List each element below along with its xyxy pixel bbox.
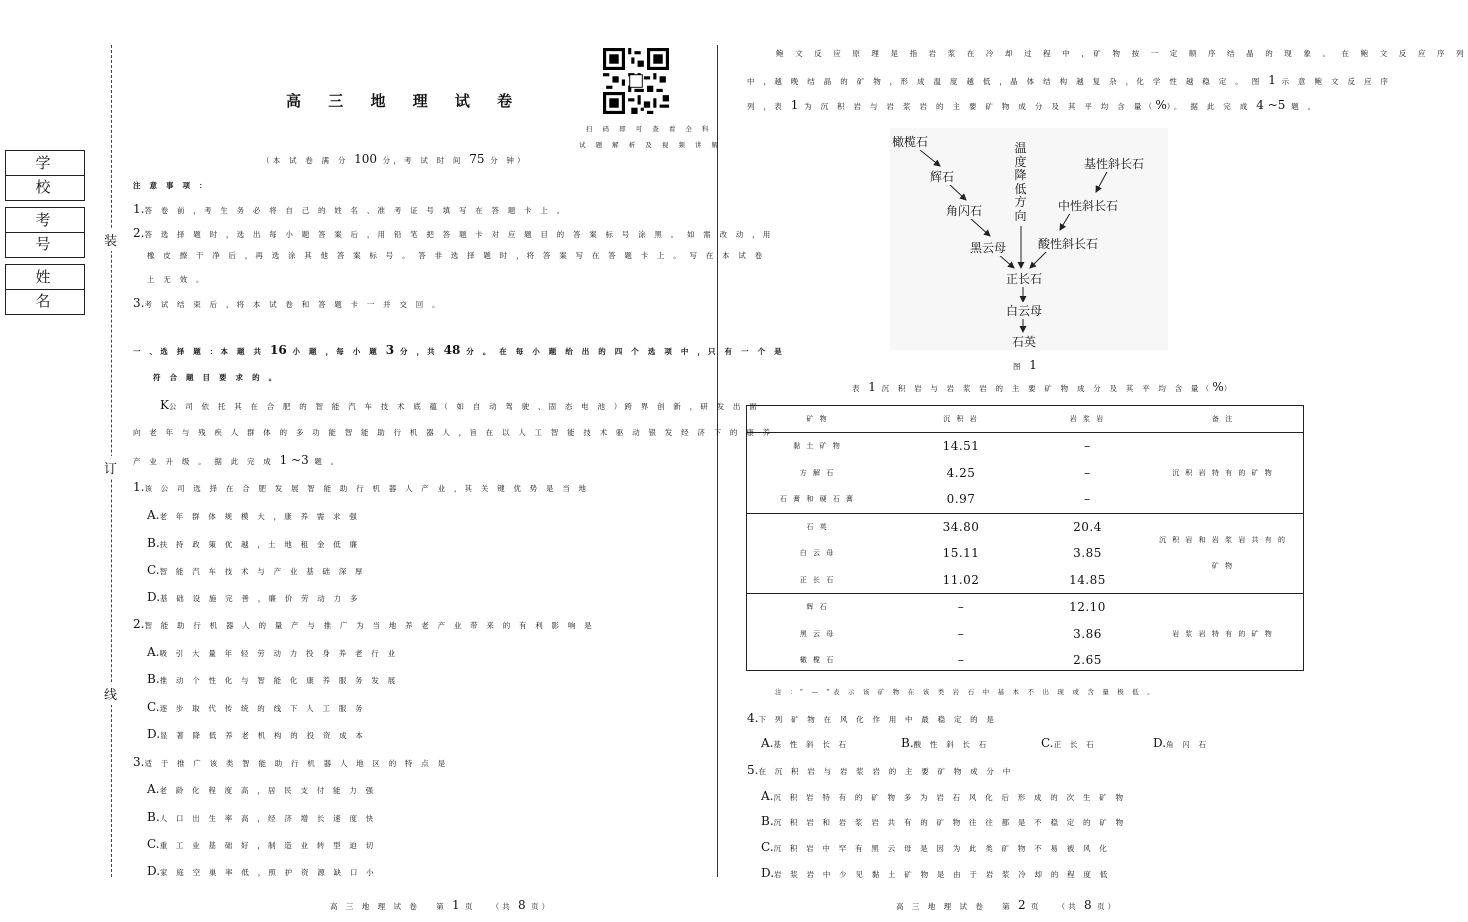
q2-option-b[interactable] bbox=[147, 672, 398, 686]
q2-option-c[interactable] bbox=[147, 700, 366, 714]
q3-option-c[interactable] bbox=[147, 837, 376, 851]
footer-right-total: 8 bbox=[1084, 898, 1092, 912]
node-pyroxene: 辉石 bbox=[930, 170, 955, 184]
question-4-text: 下 列 矿 物 在 风 化 作 用 中 最 稳 定 的 是 bbox=[758, 715, 998, 724]
cell-mineral: 黏 土 矿 物 bbox=[793, 442, 842, 451]
footer-right-title: 高 三 地 理 试 卷 bbox=[896, 902, 986, 911]
q5-option-c[interactable] bbox=[761, 840, 1110, 854]
passage-2-text-3c: ）。 据 此 完 成 bbox=[1166, 102, 1251, 111]
company-k: K bbox=[160, 398, 169, 412]
col-header-igneous: 岩 浆 岩 bbox=[1033, 405, 1142, 433]
question-3-stem bbox=[133, 755, 448, 769]
cell-igneous: – bbox=[1084, 492, 1091, 507]
cell-note: 沉 积 岩 和 岩 浆 岩 共 有 的 矿 物 bbox=[1142, 513, 1304, 594]
option-key: D. bbox=[1153, 736, 1167, 750]
q5-option-a[interactable] bbox=[761, 789, 1126, 803]
option-key: A. bbox=[147, 782, 160, 796]
footer-left-total-label: （共 bbox=[491, 902, 513, 911]
exam-number-label: 考 号 bbox=[6, 208, 84, 233]
passage-2-line-1: 鲍 文 反 应 原 理 是 指 岩 浆 在 冷 却 过 程 中 ，矿 物 按 一 定 顺 序 结 晶 的 现 象 。 在 鲍 文 反 应 序 列 bbox=[776, 49, 1468, 58]
figure-1-caption bbox=[1013, 358, 1037, 372]
footer-left-di: 第 bbox=[436, 902, 447, 911]
table-header-row bbox=[746, 405, 1304, 433]
question-2-num: 2. bbox=[133, 617, 145, 631]
passage-1-text-3-end: 题 。 bbox=[314, 457, 342, 466]
section-heading-a: 一 、选 择 题 ：本 题 共 bbox=[133, 347, 265, 356]
note-2-text-a: 答 选 择 题 时 ，选 出 每 小 题 答 案 后 ，用 铅 笔 把 答 题 卡 对 应 题 目 的 答 案 标 号 涂 黑 。 如 需 改 动 ，用 bbox=[144, 230, 774, 239]
notes-heading: 注 意 事 项 ： bbox=[133, 181, 210, 190]
option-text: 智 能 汽 车 技 术 与 产 业 基 础 深 厚 bbox=[159, 567, 366, 576]
footer-right-page: 2 bbox=[1017, 898, 1026, 912]
table-title-num: 1 bbox=[868, 380, 876, 394]
passage-2-table-no: 1 bbox=[790, 98, 799, 112]
exam-info-suffix: 分 钟） bbox=[490, 156, 528, 165]
node-acid-plagioclase: 酸性斜长石 bbox=[1038, 237, 1099, 251]
table-title-pct: % bbox=[1212, 380, 1224, 394]
option-key: D. bbox=[761, 866, 775, 880]
node-temperature-direction: 温度降低方向 bbox=[1014, 141, 1027, 223]
passage-2-line-2 bbox=[747, 73, 1391, 87]
cell-igneous: – bbox=[1084, 465, 1091, 480]
node-intermediate-plagioclase: 中性斜长石 bbox=[1058, 199, 1119, 213]
cell-sedimentary: – bbox=[957, 653, 965, 668]
cell-mineral: 石 膏 和 硬 石 膏 bbox=[779, 495, 856, 504]
note-3-text: 考 试 结 束 后 ，将 本 试 卷 和 答 题 卡 一 并 交 回 。 bbox=[144, 300, 443, 309]
cell-mineral: 辉 石 bbox=[746, 594, 889, 621]
option-key: C. bbox=[147, 837, 160, 851]
section-heading-b: 小 题 ，每 小 题 bbox=[292, 347, 380, 356]
option-text: 人 口 出 生 率 高 ，经 济 增 长 速 度 快 bbox=[159, 814, 377, 823]
option-text: 沉 积 岩 和 岩 浆 岩 共 有 的 矿 物 往 往 都 是 不 稳 定 的 矿 物 bbox=[773, 818, 1127, 827]
option-key: C. bbox=[147, 563, 160, 577]
cell-mineral: 石 英 bbox=[746, 513, 889, 540]
q1-option-b[interactable] bbox=[147, 536, 360, 550]
section-1-heading bbox=[133, 343, 785, 357]
passage-1-text-3: 产 业 升 级 。 据 此 完 成 bbox=[133, 457, 274, 466]
option-text: 沉 积 岩 特 有 的 矿 物 多 为 岩 石 风 化 后 形 成 的 次 生 矿 物 bbox=[773, 793, 1127, 802]
cell-mineral: 正 长 石 bbox=[799, 575, 836, 584]
option-key: B. bbox=[147, 672, 160, 686]
cell-mineral: 橄 榄 石 bbox=[799, 656, 836, 665]
footer-left bbox=[330, 898, 552, 912]
table-row bbox=[746, 594, 1304, 621]
points-total: 48 bbox=[443, 343, 461, 357]
cell-note: 沉 积 岩 特 有 的 矿 物 bbox=[1172, 468, 1274, 477]
option-key: B. bbox=[901, 736, 914, 750]
footer-right-end: 页） bbox=[1097, 902, 1119, 911]
table-title-close: ） bbox=[1223, 384, 1235, 393]
question-3-num: 3. bbox=[133, 755, 145, 769]
footer-left-page: 1 bbox=[451, 898, 460, 912]
mineral-composition-table bbox=[746, 405, 1304, 674]
school-label: 学 校 bbox=[6, 151, 84, 176]
section-heading-c: 分 ，共 bbox=[399, 347, 438, 356]
footer-left-title: 高 三 地 理 试 卷 bbox=[330, 902, 420, 911]
option-text: 正 长 石 bbox=[1053, 740, 1097, 749]
question-5-stem bbox=[747, 763, 1013, 777]
footer-right-ye: 页 bbox=[1031, 902, 1042, 911]
q3-option-b[interactable] bbox=[147, 810, 376, 824]
footer-left-ye: 页 bbox=[465, 902, 476, 911]
option-key: D. bbox=[147, 864, 161, 878]
cell-note: 岩 浆 岩 特 有 的 矿 物 bbox=[1142, 594, 1304, 674]
note-2-line-c: 上 无 效 。 bbox=[147, 275, 207, 284]
cell-mineral: 黑 云 母 bbox=[799, 629, 836, 638]
cell-sedimentary: 15.11 bbox=[942, 546, 980, 561]
q4-option-d[interactable] bbox=[1153, 736, 1209, 750]
footer-right bbox=[896, 898, 1118, 912]
option-text: 角 闪 石 bbox=[1166, 740, 1210, 749]
option-key: D. bbox=[147, 727, 161, 741]
passage-2-range: 4 ~5 bbox=[1256, 98, 1286, 112]
option-key: A. bbox=[761, 736, 774, 750]
binding-char-ding: 订 bbox=[104, 456, 117, 479]
cell-sedimentary: 0.97 bbox=[946, 492, 976, 507]
note-2-num: 2. bbox=[133, 226, 145, 240]
passage-2-text-2a: 中 ，越 晚 结 晶 的 矿 物 ，形 成 温 度 越 低 ，晶 体 结 构 越 复 杂 ，化 学 性 越 稳 定 。 图 bbox=[747, 77, 1263, 86]
footer-left-end: 页） bbox=[531, 902, 553, 911]
passage-2-text-3b: 为 沉 积 岩 与 岩 浆 岩 的 主 要 矿 物 成 分 及 其 平 均 含 量（ bbox=[804, 102, 1156, 111]
option-text: 沉 积 岩 中 罕 有 黑 云 母 是 因 为 此 类 矿 物 不 易 被 风 化 bbox=[773, 844, 1110, 853]
table-1-title bbox=[852, 380, 1234, 394]
option-text: 基 础 设 施 完 善 ，廉 价 劳 动 力 多 bbox=[160, 594, 361, 603]
exam-number-field bbox=[5, 207, 85, 258]
passage-2-text-3d: 题 。 bbox=[1291, 102, 1319, 111]
col-header-mineral: 矿 物 bbox=[746, 405, 889, 433]
q4-option-b[interactable] bbox=[901, 736, 989, 750]
cell-igneous: 12.10 bbox=[1033, 594, 1142, 621]
exam-info-prefix: （本 试 卷 满 分 bbox=[262, 156, 349, 165]
table-title-label: 表 bbox=[852, 384, 863, 393]
cell-mineral: 方 解 石 bbox=[799, 468, 836, 477]
cell-sedimentary: 11.02 bbox=[942, 572, 980, 587]
cell-igneous: 3.85 bbox=[1073, 546, 1102, 561]
option-key: C. bbox=[761, 840, 774, 854]
col-header-note: 备 注 bbox=[1142, 405, 1304, 433]
option-text: 逐 步 取 代 传 统 的 线 下 人 工 服 务 bbox=[159, 704, 366, 713]
option-text: 吸 引 大 量 年 轻 劳 动 力 投 身 养 老 行 业 bbox=[159, 649, 399, 658]
cell-sedimentary: 4.25 bbox=[946, 465, 976, 480]
footer-right-total-label: （共 bbox=[1057, 902, 1079, 911]
q5-option-b[interactable] bbox=[761, 814, 1126, 828]
node-orthoclase: 正长石 bbox=[1006, 272, 1043, 286]
option-text: 家 庭 空 巢 率 低 ，照 护 资 源 缺 口 小 bbox=[160, 868, 377, 877]
section-heading-d: 分 。 在 每 小 题 给 出 的 四 个 选 项 中 ，只 有 一 个 是 bbox=[466, 347, 785, 356]
q2-option-d[interactable] bbox=[147, 727, 366, 741]
question-2-stem bbox=[133, 617, 595, 631]
passage-1-line-2: 向 老 年 与 残 疾 人 群 体 的 多 功 能 智 能 助 行 机 器 人 ，旨 在 以 人 工 智 能 技 术 驱 动 银 发 经 济 下 的 康 养 bbox=[133, 428, 774, 437]
cell-sedimentary: 34.80 bbox=[889, 513, 1033, 540]
table-footnote: 注 ：“ — ”表 示 该 矿 物 在 该 类 岩 石 中 基 本 不 出 现 或 含 量 极 低 。 bbox=[775, 688, 1157, 696]
node-amphibole: 角闪石 bbox=[946, 204, 983, 218]
exam-minutes: 75 bbox=[469, 152, 485, 166]
option-text: 老 年 群 体 规 模 大 ，康 养 需 求 强 bbox=[159, 512, 361, 521]
passage-2-text-3a: 列 ，表 bbox=[747, 102, 786, 111]
option-text: 岩 浆 岩 中 少 见 黏 土 矿 物 是 由 于 岩 浆 冷 却 的 程 度 低 bbox=[774, 870, 1111, 879]
q4-option-c[interactable] bbox=[1041, 736, 1097, 750]
note-1 bbox=[133, 202, 567, 216]
figure-caption-num: 1 bbox=[1029, 358, 1037, 372]
binding-char-xian: 线 bbox=[104, 682, 117, 705]
qr-code-icon bbox=[603, 48, 669, 114]
passage-2-line-3 bbox=[747, 98, 1318, 112]
qr-note-2: 试 题 解 析 及 视 频 讲 解 bbox=[579, 141, 723, 149]
passage-1-line-1 bbox=[160, 398, 760, 412]
note-3-num: 3. bbox=[133, 296, 145, 310]
node-olivine: 橄榄石 bbox=[892, 135, 929, 149]
passage-2-fig-no: 1 bbox=[1268, 73, 1276, 87]
passage-1-text-1: 公 司 依 托 其 在 合 肥 的 智 能 汽 车 技 术 底 蕴（ 如 自 动 驾 驶 、固 态 电 池 ）跨 界 创 新 ，研 发 出 面 bbox=[168, 402, 760, 411]
option-text: 推 动 个 性 化 与 智 能 化 康 养 服 务 发 展 bbox=[159, 676, 399, 685]
figure-caption-label: 图 bbox=[1013, 362, 1024, 371]
binding-char-zhuang: 装 bbox=[104, 228, 117, 251]
page-divider bbox=[717, 45, 718, 877]
option-key: B. bbox=[147, 536, 160, 550]
note-2-line-b: 橡 皮 擦 干 净 后 ，再 选 涂 其 他 答 案 标 号 。 答 非 选 择 题 时 ，将 答 案 写 在 答 题 卡 上 。 写 在 本 试 卷 bbox=[147, 251, 766, 260]
option-key: B. bbox=[761, 814, 774, 828]
name-label: 姓 名 bbox=[6, 265, 84, 290]
q3-option-a[interactable] bbox=[147, 782, 376, 796]
question-2-text: 智 能 助 行 机 器 人 的 量 产 与 推 广 为 当 地 养 老 产 业 带 来 的 有 利 影 响 是 bbox=[144, 621, 595, 630]
footer-right-di: 第 bbox=[1002, 902, 1013, 911]
col-header-sedimentary: 沉 积 岩 bbox=[889, 405, 1033, 433]
question-3-text: 适 于 推 广 该 类 智 能 助 行 机 器 人 地 区 的 特 点 是 bbox=[144, 759, 449, 768]
passage-1-line-3 bbox=[133, 453, 341, 467]
footer-left-total: 8 bbox=[518, 898, 526, 912]
question-4-stem bbox=[747, 711, 997, 725]
question-count: 16 bbox=[269, 343, 287, 357]
cell-igneous: 3.86 bbox=[1073, 626, 1102, 641]
full-score: 100 bbox=[354, 152, 378, 166]
option-key: A. bbox=[147, 645, 160, 659]
cell-mineral: 白 云 母 bbox=[799, 549, 836, 558]
points-each: 3 bbox=[385, 343, 395, 357]
name-field bbox=[5, 264, 85, 315]
option-text: 扶 持 政 策 优 越 ，土 地 租 金 低 廉 bbox=[159, 540, 361, 549]
note-2 bbox=[133, 226, 773, 240]
option-key: D. bbox=[147, 590, 161, 604]
option-text: 显 著 降 低 养 老 机 构 的 投 资 成 本 bbox=[160, 731, 367, 740]
question-5-num: 5. bbox=[747, 763, 759, 777]
table-title-text: 沉 积 岩 与 岩 浆 岩 的 主 要 矿 物 成 分 及 其 平 均 含 量（ bbox=[881, 384, 1213, 393]
q2-option-a[interactable] bbox=[147, 645, 398, 659]
passage-2-pct: % bbox=[1155, 98, 1167, 112]
option-key: B. bbox=[147, 810, 160, 824]
question-4-num: 4. bbox=[747, 711, 759, 725]
option-text: 酸 性 斜 长 石 bbox=[913, 740, 990, 749]
table-row bbox=[746, 433, 1304, 460]
exam-info bbox=[262, 152, 528, 166]
node-biotite: 黑云母 bbox=[970, 241, 1007, 255]
option-key: A. bbox=[147, 508, 160, 522]
passage-2-text-2b: 示 意 鲍 文 反 应 序 bbox=[1281, 77, 1392, 86]
question-1-num: 1. bbox=[133, 480, 145, 494]
option-key: C. bbox=[147, 700, 160, 714]
note-1-text: 答 卷 前 ，考 生 务 必 将 自 己 的 姓 名 、准 考 证 号 填 写 在 答 题 卡 上 。 bbox=[144, 206, 568, 215]
cell-sedimentary: 14.51 bbox=[942, 439, 980, 454]
node-basic-plagioclase: 基性斜长石 bbox=[1084, 157, 1145, 171]
option-text: 重 工 业 基 础 好 ，制 造 业 转 型 迫 切 bbox=[159, 841, 377, 850]
q4-option-a[interactable] bbox=[761, 736, 849, 750]
qr-note-1: 扫 码 即 可 查 看 全 科 bbox=[586, 125, 713, 133]
exam-info-mid: 分，考 试 时 间 bbox=[382, 156, 464, 165]
q3-option-d[interactable] bbox=[147, 864, 377, 878]
q1-option-a[interactable] bbox=[147, 508, 360, 522]
cell-igneous: 14.85 bbox=[1069, 572, 1106, 587]
question-1-stem bbox=[133, 480, 589, 494]
q1-option-c[interactable] bbox=[147, 563, 366, 577]
node-quartz: 石英 bbox=[1012, 335, 1037, 349]
q1-option-d[interactable] bbox=[147, 590, 361, 604]
question-1-text: 该 公 司 选 择 在 合 肥 发 展 智 能 助 行 机 器 人 产 业 ，其 关 键 优 势 是 当 地 bbox=[144, 484, 590, 493]
school-field bbox=[5, 150, 85, 201]
bowen-reaction-series-diagram bbox=[890, 128, 1168, 350]
option-text: 老 龄 化 程 度 高 ，居 民 支 付 能 力 强 bbox=[159, 786, 377, 795]
cell-igneous: – bbox=[1084, 439, 1091, 454]
note-3 bbox=[133, 296, 443, 310]
page-title: 高 三 地 理 试 卷 bbox=[286, 92, 524, 110]
cell-sedimentary: – bbox=[957, 626, 965, 641]
passage-1-range: 1 ~3 bbox=[279, 453, 309, 467]
q5-option-d[interactable] bbox=[761, 866, 1110, 880]
node-muscovite: 白云母 bbox=[1006, 304, 1043, 318]
section-1-heading-cont: 符 合 题 目 要 求 的 。 bbox=[153, 373, 280, 382]
cell-sedimentary: – bbox=[889, 594, 1033, 621]
note-1-num: 1. bbox=[133, 202, 145, 216]
option-key: A. bbox=[761, 789, 774, 803]
question-5-text: 在 沉 积 岩 与 岩 浆 岩 的 主 要 矿 物 成 分 中 bbox=[758, 767, 1014, 776]
cell-igneous: 20.4 bbox=[1033, 513, 1142, 540]
table-row bbox=[746, 513, 1304, 540]
option-key: C. bbox=[1041, 736, 1054, 750]
option-text: 基 性 斜 长 石 bbox=[773, 740, 850, 749]
cell-igneous: 2.65 bbox=[1073, 653, 1102, 668]
